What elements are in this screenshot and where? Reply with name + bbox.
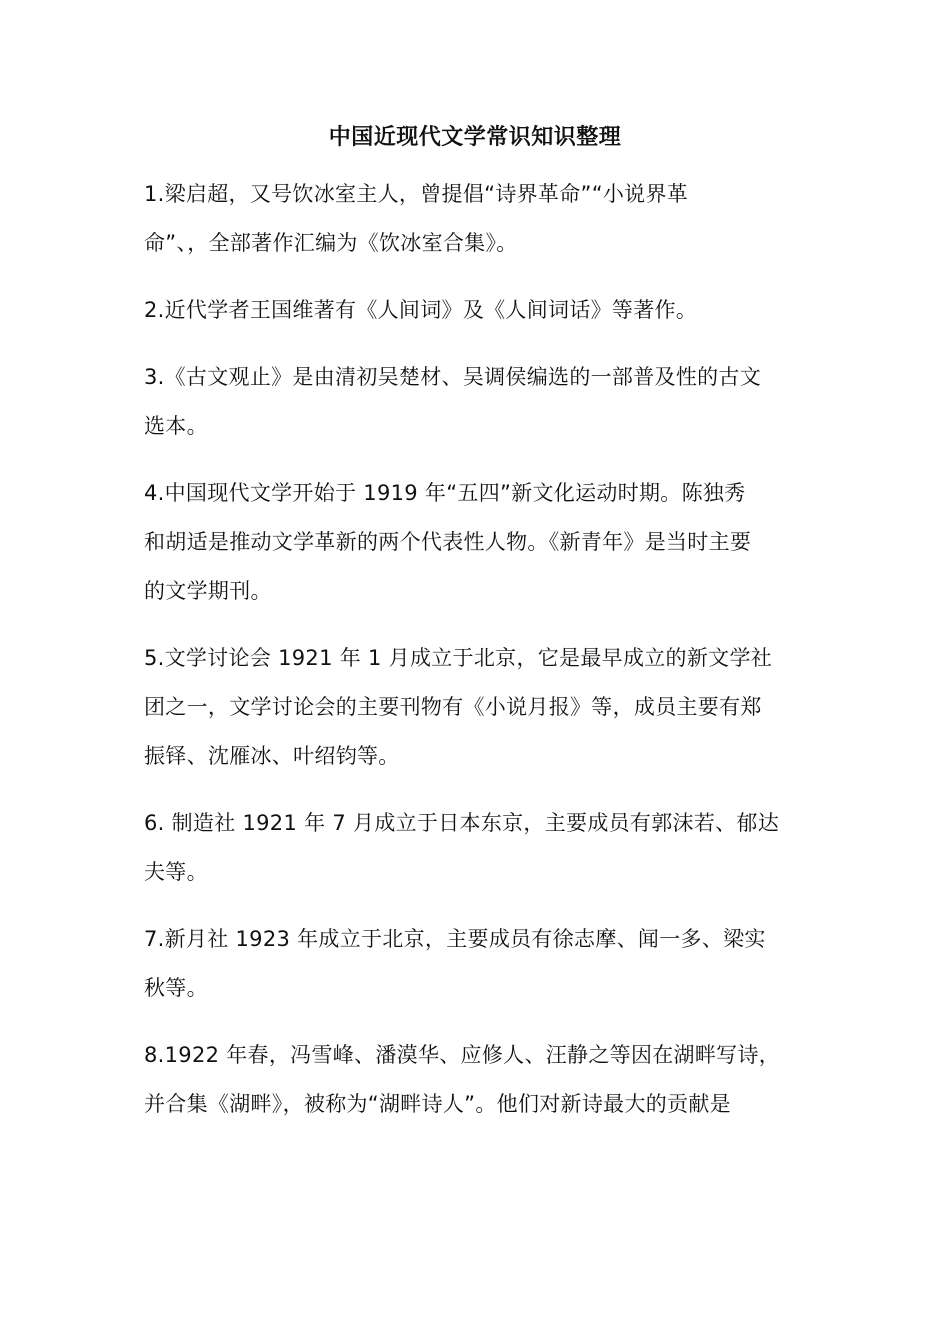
paragraph-line: 的文学期刊。 xyxy=(144,579,272,603)
page-title: 中国近现代文学常识知识整理 xyxy=(328,125,622,150)
paragraph-line: 命”、，全部著作汇编为《饮冰室合集》。 xyxy=(144,231,518,255)
paragraph-line: 团之一，文学讨论会的主要刊物有《小说月报》等，成员主要有郑 xyxy=(144,695,762,719)
paragraph-line: 4.中国现代文学开始于 1919 年“五四”新文化运动时期。陈独秀 xyxy=(144,481,746,505)
paragraph-4 xyxy=(144,469,800,616)
paragraph-6 xyxy=(144,799,800,897)
paragraph-line: 秋等。 xyxy=(144,976,208,1000)
paragraph-line: 7.新月社 1923 年成立于北京，主要成员有徐志摩、闻一多、梁实 xyxy=(144,927,766,951)
paragraph-line: 并合集《湖畔》，被称为“湖畔诗人”。他们对新诗最大的贡献是 xyxy=(144,1092,731,1116)
document-body xyxy=(144,170,800,1147)
paragraph-line: 5.文学讨论会 1921 年 1 月成立于北京，它是最早成立的新文学社 xyxy=(144,646,773,670)
paragraph-line: 1.梁启超，又号饮冰室主人，曾提倡“诗界革命”“小说界革 xyxy=(144,182,689,206)
paragraph-line: 选本。 xyxy=(144,414,208,438)
paragraph-1 xyxy=(144,170,800,268)
paragraph-line: 夫等。 xyxy=(144,860,208,884)
paragraph-line: 3.《古文观止》是由清初吴楚材、吴调侯编选的一部普及性的古文 xyxy=(144,365,762,389)
paragraph-3 xyxy=(144,353,800,451)
paragraph-5 xyxy=(144,634,800,781)
paragraph-line: 6. 制造社 1921 年 7 月成立于日本东京，主要成员有郭沫若、郁达 xyxy=(144,811,780,835)
paragraph-line: 2.近代学者王国维著有《人间词》及《人间词话》等著作。 xyxy=(144,298,698,322)
paragraph-line: 8.1922 年春，冯雪峰、潘漠华、应修人、汪静之等因在湖畔写诗， xyxy=(144,1043,781,1067)
paragraph-line: 和胡适是推动文学革新的两个代表性人物。《新青年》是当时主要 xyxy=(144,530,752,554)
paragraph-line: 振铎、沈雁冰、叶绍钧等。 xyxy=(144,744,400,768)
paragraph-8 xyxy=(144,1031,800,1129)
paragraph-2 xyxy=(144,286,800,335)
paragraph-7 xyxy=(144,915,800,1013)
